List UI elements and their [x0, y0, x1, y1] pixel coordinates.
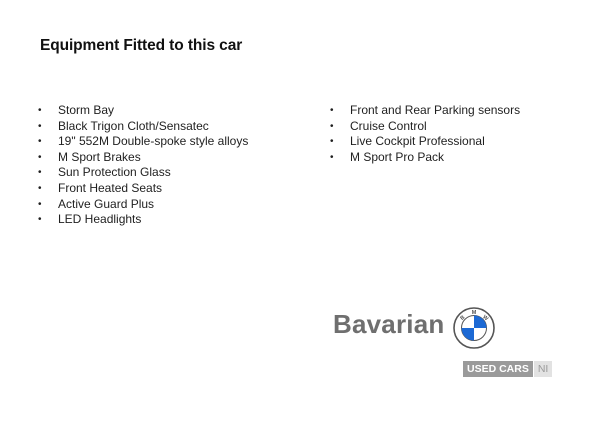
bullet: •	[330, 151, 334, 163]
region-label: NI	[534, 361, 553, 377]
bullet: •	[330, 120, 334, 132]
list-item-label: Storm Bay	[58, 103, 115, 117]
list-item	[38, 103, 248, 119]
bullet: •	[330, 105, 334, 116]
list-item-label: M Sport Pro Pack	[350, 149, 445, 164]
used-cars-badge	[463, 361, 552, 377]
used-cars-label: USED CARS	[463, 361, 533, 377]
bullet: •	[38, 198, 42, 210]
list-item	[330, 119, 520, 135]
list-item-label: Cruise Control	[350, 118, 427, 133]
bullet: •	[38, 214, 42, 226]
list-item	[38, 150, 248, 166]
list-item-label: LED Headlights	[58, 212, 142, 227]
list-item-label: Active Guard Plus	[58, 196, 155, 211]
list-item	[38, 165, 248, 181]
list-item	[330, 150, 520, 166]
list-item	[38, 119, 248, 135]
bullet: •	[38, 136, 42, 148]
list-item	[38, 181, 248, 197]
list-item	[38, 197, 248, 213]
bullet: •	[38, 182, 42, 194]
roundel-letter-w: W	[481, 314, 490, 323]
roundel-letter-b: B	[459, 314, 467, 322]
bmw-roundel-icon	[453, 307, 495, 349]
page-title: Equipment Fitted to this car	[40, 37, 243, 54]
list-item-label: Live Cockpit Professional	[350, 134, 485, 149]
list-item	[330, 103, 520, 119]
list-item-label: Black Trigon Cloth/Sensatec	[58, 118, 209, 133]
roundel-letter-m: M	[471, 309, 477, 316]
list-item-label: Front Heated Seats	[58, 180, 163, 195]
bavarian-logo	[333, 307, 498, 349]
list-item	[38, 134, 248, 150]
list-item-label: Front and Rear Parking sensors	[350, 103, 521, 117]
list-item-label: M Sport Brakes	[58, 149, 141, 164]
bullet: •	[38, 167, 42, 179]
list-item	[330, 134, 520, 150]
equipment-list-left	[38, 103, 248, 228]
list-item	[38, 212, 248, 228]
list-item-label: Sun Protection Glass	[58, 165, 171, 180]
bullet: •	[38, 151, 42, 163]
bullet: •	[38, 120, 42, 132]
logo-wordmark: Bavarian	[333, 309, 445, 339]
bullet: •	[38, 105, 42, 116]
list-item-label: 19" 552M Double-spoke style alloys	[58, 134, 249, 149]
equipment-list-right	[330, 103, 520, 165]
bullet: •	[330, 136, 334, 148]
